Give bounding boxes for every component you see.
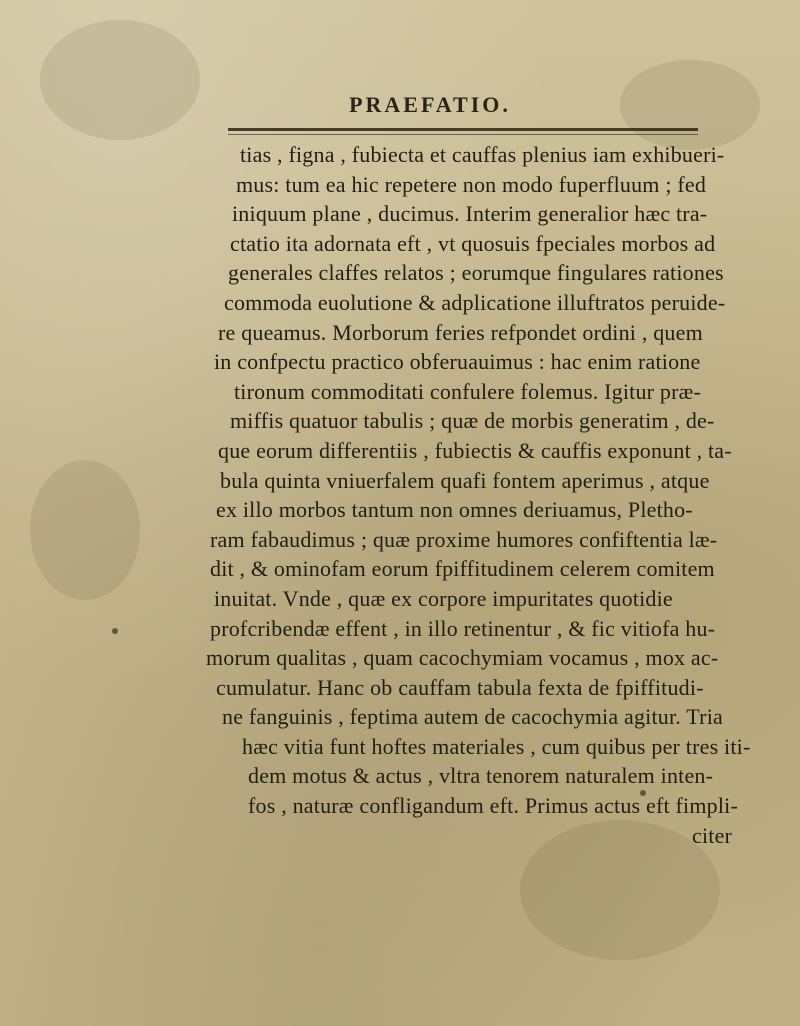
text-line: que eorum differentiis , fubiectis & cauffis exponunt , ta- — [218, 437, 732, 463]
text-line: iniquum plane , ducimus. Interim generalior hæc tra- — [232, 201, 708, 227]
text-line: profcribendæ effent , in illo retinentur , & fic vitiofa hu- — [210, 615, 716, 641]
ink-spot — [112, 628, 118, 634]
text-line: fos , naturæ confligandum eft. Primus actus eft fimpli- — [248, 793, 739, 819]
text-line: in confpectu practico obferuauimus : hac enim ratione — [214, 349, 701, 375]
text-line: bula quinta vniuerfalem quafi fontem aperimus , atque — [220, 467, 710, 493]
page-title: PRAEFATIO. — [349, 92, 511, 117]
text-line: tias , figna , fubiecta et cauffas plenius iam exhibueri- — [240, 142, 725, 167]
text-line: miffis quatuor tabulis ; quæ de morbis generatim , de- — [230, 408, 715, 434]
text-line: ne fanguinis , feptima autem de cacochymia agitur. Tria — [222, 704, 723, 730]
header-rule-thin — [228, 134, 698, 135]
text-line: hæc vitia funt hoftes materiales , cum quibus per tres iti- — [242, 733, 751, 759]
text-line: ex illo morbos tantum non omnes deriuamus, Pletho- — [216, 497, 693, 523]
text-line: ram fabaudimus ; quæ proxime humores confiftentia læ- — [210, 526, 718, 552]
header-rule — [228, 128, 698, 131]
paper-stain — [40, 20, 200, 140]
text-line: cumulatur. Hanc ob cauffam tabula fexta de fpiffitudi- — [216, 674, 704, 700]
text-line: generales claffes relatos ; eorumque fingulares rationes — [228, 260, 724, 286]
body-text — [200, 140, 751, 850]
paper-stain — [30, 460, 140, 600]
text-line: tironum commoditati confulere folemus. Igitur præ- — [234, 378, 702, 404]
text-line: mus: tum ea hic repetere non modo fuperfluum ; fed — [236, 171, 707, 197]
text-line: dem motus & actus , vltra tenorem naturalem inten- — [248, 763, 714, 789]
text-line: dit , & ominofam eorum fpiffitudinem celerem comitem — [210, 556, 715, 582]
text-line: ctatio ita adornata eft , vt quosuis fpeciales morbos ad — [230, 230, 716, 256]
text-line: morum qualitas , quam cacochymiam vocamus , mox ac- — [206, 645, 719, 671]
text-line: re queamus. Morborum feries refpondet ordini , quem — [218, 319, 703, 345]
running-header — [220, 92, 640, 118]
text-line: inuitat. Vnde , quæ ex corpore impuritates quotidie — [214, 585, 673, 611]
paper-stain — [620, 60, 760, 150]
catchword: citer — [692, 822, 733, 848]
text-line: commoda euolutione & adplicatione illuftratos peruide- — [224, 289, 726, 315]
